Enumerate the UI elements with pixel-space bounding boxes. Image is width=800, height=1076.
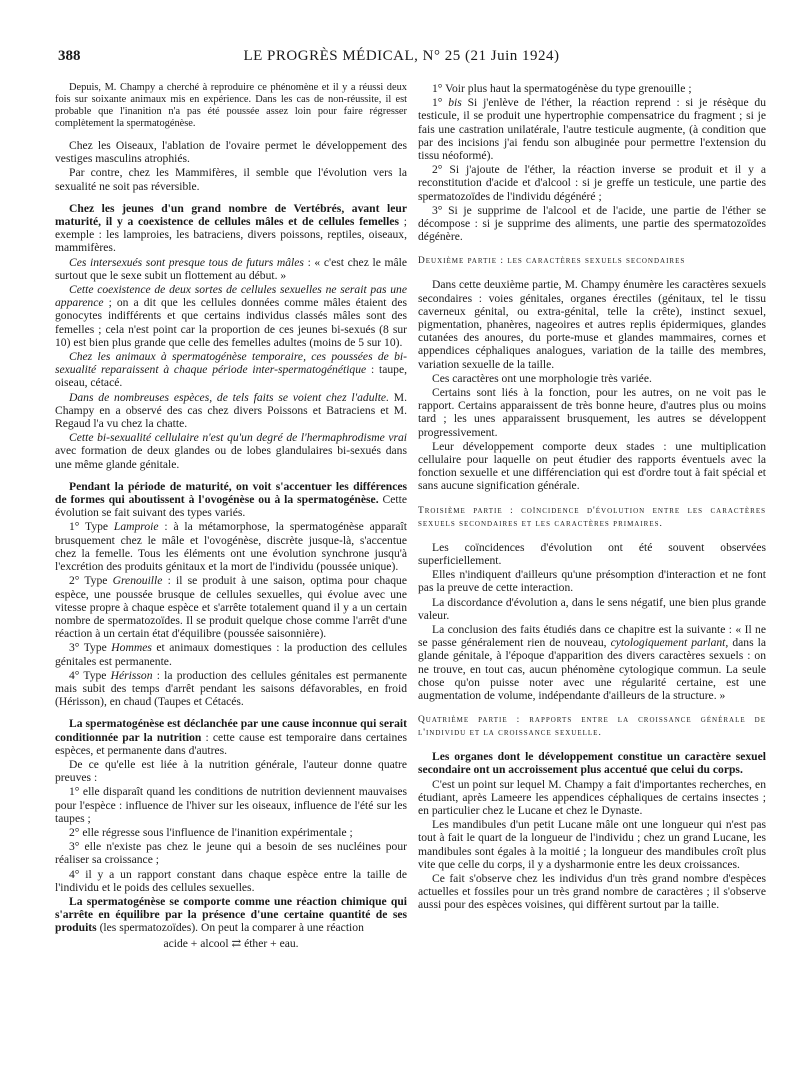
- running-title: LE PROGRÈS MÉDICAL, N° 25 (21 Juin 1924): [243, 48, 560, 64]
- italic-text: Cette coexistence de deux sortes de cellules sexuelles ne serait pas une apparence: [55, 283, 407, 310]
- paragraph: Ces caractères ont une morphologie très variée.: [432, 371, 652, 385]
- text: La conclusion des faits étudiés dans ce chapitre est la suivante : « Il ne se passe généralement rien de nouveau,: [418, 622, 766, 650]
- bold-text: La spermatogénèse est déclanchée par une cause inconnue qui serait conditionnée par la nutrition: [55, 717, 407, 744]
- text: : la production des cellules génitales est permanente mais subit des temps d'arrêt pendant les saisons défavorables, en froid (Hérisson), en chaud (Taupes et Cétacés.: [55, 668, 407, 709]
- bold-text: Chez les jeunes d'un grand nombre de Vertébrés, avant leur maturité, il y a coexistence de cellules mâles et de cellules femelles: [55, 201, 407, 229]
- text: : « c'est chez le mâle surtout que le sexe subit un flottement au début. »: [55, 255, 407, 282]
- paragraph: [55, 895, 407, 935]
- italic-text: Hérisson: [110, 668, 153, 682]
- paragraph: [55, 391, 407, 431]
- text: : taupe, oiseau, cétacé.: [55, 363, 407, 390]
- paragraph: [55, 717, 407, 757]
- section-heading: Deuxième partie : les caractères sexuels secondaires: [418, 256, 686, 267]
- paragraph: Depuis, M. Champy a cherché à reproduire ce phénomène et il y a réussi deux fois sur soixante animaux mis en expérience. Dans les cas de non-réussite, il est probable que l'inanition n'a pas été poussée assez loin pour faire régresser complètement la spermatogénèse.: [55, 82, 407, 129]
- paragraph: Certains sont liés à la fonction, pour les autres, on ne voit pas le rapport. Certains apparaissent de très bonne heure, d'autres plus ou moins tard ; les unes apparaissent brusquement, les autres se développent progressivement.: [418, 386, 766, 439]
- text: M. Champy en a observé des cas chez divers Poissons et Batraciens et M. Regaud l'a vu chez la chatte.: [55, 390, 408, 431]
- paragraph: [55, 350, 407, 390]
- paragraph: [55, 574, 407, 640]
- paragraph: [418, 623, 766, 702]
- paragraph: 2° Si j'ajoute de l'éther, la réaction inverse se produit et il y a reconstitution d'acide et d'alcool : si je greffe un testicule, une partie des spermatozoïdes de l'individu dégénéré ;: [418, 163, 766, 203]
- italic-text: cytologiquement parlant,: [610, 636, 729, 650]
- paragraph: [418, 96, 766, 162]
- italic-text: Dans de nombreuses espèces, de tels faits se voient chez l'adulte.: [69, 390, 389, 404]
- text: Cette évolution se fait suivant des types variés.: [55, 493, 407, 520]
- italic-text: Chez les animaux à spermatogénèse temporaire, ces poussées de bi-sexualité reparaissent à chaque période inter-spermatogénétique: [55, 350, 407, 377]
- bold-text: Pendant la période de maturité, on voit s'accentuer les différences de formes qui aboutissent à l'ovogénèse ou à la spermatogénèse.: [55, 479, 407, 507]
- paragraph: 3° elle n'existe pas chez le jeune qui a besoin de ses nucléines pour réaliser sa croissance ;: [55, 840, 407, 867]
- bold-text: La spermatogénèse se comporte comme une réaction chimique qui s'arrête en équilibre par la présence d'une certaine quantité de ses produits: [55, 894, 407, 935]
- paragraph: Dans cette deuxième partie, M. Champy énumère les caractères sexuels secondaires : voies génitales, organes érectiles (génitaux, tel le tissu caverneux génital, ou extra-génital, telle la crête), instinct sexuel, pigmentation, phanères, nageoires et autres replis épidermiques, glandes cutanées des anoures, du porte-muse et glandes mammaires, cornes et appendices céphaliques analogues, variation de la taille des membres, variation sexuelle de la taille.: [418, 278, 766, 371]
- paragraph: [55, 641, 407, 667]
- text: 2° Type: [69, 574, 113, 588]
- paragraph: Leur développement comporte deux stades : une multiplication cellulaire pour laquelle on peut étudier des rapports éventuels avec la fonction sexuelle et une différenciation qui est d'ordre tout à fait spécial et sans aucune signification générale.: [418, 439, 766, 493]
- paragraph: [55, 480, 407, 520]
- paragraph: [55, 283, 407, 349]
- left-column: [55, 82, 407, 951]
- text: 4° Type: [69, 668, 111, 682]
- page-number: 388: [58, 48, 81, 64]
- paragraph: 2° elle régresse sous l'influence de l'inanition expérimentale ;: [69, 825, 353, 839]
- paragraph: 3° Si je supprime de l'alcool et de l'acide, une partie de l'éther se décompose : si je supprime des aliments, une partie des spermatozoïdes dégénère.: [418, 203, 766, 244]
- italic-text: Hommes: [111, 641, 152, 655]
- chemical-equation: acide + alcool ⇄ éther + eau.: [163, 936, 299, 950]
- paragraph: [55, 669, 407, 709]
- text: (les spermatozoïdes). On peut la comparer à une réaction: [96, 921, 364, 935]
- italic-text: Cette bi-sexualité cellulaire n'est qu'un degré de l'hermaphrodisme vrai: [69, 431, 407, 445]
- text: : il se produit à une saison, optima pour chaque espèce, une poussée brusque de cellules sexuelles, qui évolue avec une vitesse propre à chaque espèce et s'arrête totalement quand il y a un certain nombre de spermatozoïdes. Il se produit quelque chose comme l'arrêt d'une réaction à un certain état d'équilibre (poussée saisonnière).: [55, 574, 407, 641]
- paragraph: Ce fait s'observe chez les individus d'un très grand nombre d'espèces actuelles et fossiles pour un très grand nombre de caractères ; il s'observe aussi pour des espèces voisines, qui diffèrent surtout par la taille.: [418, 871, 766, 912]
- paragraph: [55, 256, 407, 282]
- italic-text: bis: [448, 96, 462, 110]
- paragraph: Les mandibules d'un petit Lucane mâle ont une longueur qui n'est pas tout à fait le quart de la longueur de l'individu ; chez un grand Lucane, les mandibules sont égales à la moitié ; la longueur des mandibules croît plus vite que celle du corps, il y a dysharmonie entre les deux croissances.: [418, 818, 766, 871]
- paragraph: [55, 431, 407, 471]
- italic-text: Grenouille: [112, 574, 163, 588]
- paragraph: Par contre, chez les Mammifères, il semble que l'évolution vers la sexualité ne soit pas réversible.: [55, 166, 407, 193]
- text: dans la glande génitale, à l'époque d'apparition des divers caractères sexuels : on ne trouve, en tout cas, aucun phénomène cytologique commun. La seule chose qu'on puisse noter avec une régularité certaine, est une augmentation de volume, indépendante d'ailleurs de la structure. »: [418, 636, 766, 702]
- text: Si j'enlève de l'éther, la réaction reprend : si je résèque du testicule, il se produit une hypertrophie compensatrice du fragment ; si je fais une castration unilatérale, l'autre testicule augmente, (à condition que par des incisions j'ai fendu son albuginée pour permettre l'extension du tissu néoformé).: [418, 96, 766, 163]
- right-column: [418, 82, 766, 913]
- paragraph: 1° Voir plus haut la spermatogénèse du type grenouille ;: [432, 82, 692, 95]
- italic-text: Ces intersexués sont presque tous de futurs mâles: [69, 255, 304, 269]
- paragraph: De ce qu'elle est liée à la nutrition générale, l'auteur donne quatre preuves :: [55, 757, 407, 785]
- paragraph: [55, 520, 407, 573]
- text: 3° Type: [69, 641, 112, 655]
- text: 1°: [432, 96, 449, 110]
- paragraph: Elles n'indiquent d'ailleurs qu'une présomption d'interaction et ne font pas la preuve de cette interaction.: [418, 568, 766, 595]
- section-heading: Quatrième partie : rapports entre la croissance générale de l'individu et la croissance sexuelle.: [418, 715, 766, 739]
- text: ; exemple : les lamproies, les batraciens, divers poissons, reptiles, oiseaux, mammifères.: [55, 215, 407, 255]
- paragraph: C'est un point sur lequel M. Champy a fait d'importantes recherches, en étudiant, après Lameere les appendices céphaliques de certains insectes ; en particulier chez le Lucane et chez le Dynaste.: [418, 777, 766, 817]
- page-header: [58, 48, 745, 68]
- text: 1° Type: [69, 520, 114, 534]
- text: et animaux domestiques : la production des cellules génitales est permanente.: [55, 641, 407, 668]
- text: : à la métamorphose, la spermatogénèse apparaît brusquement chez le mâle et l'ovogénèse, discrète jusque-là, s'accentue chez la femelle. Tous les éléments ont une évolution synchrone jusqu'à l'excrétion des produits génitaux et la mort de l'individu (poussée unique).: [55, 520, 407, 574]
- paragraph: La discordance d'évolution a, dans le sens négatif, une bien plus grande valeur.: [418, 595, 766, 622]
- text: ; on a dit que les cellules données comme mâles étaient des gonocytes indifférents et que certains individus classés mâles sont des femelles ; cela n'est point car la proportion de ces jeunes bi-sexués (8 sur 10) est bien plus grande que celle des femelles adultes (moins de 5 sur 10).: [55, 296, 407, 349]
- paragraph: Les organes dont le développement constitue un caractère sexuel secondaire ont un accroissement plus accentué que celui du corps.: [418, 750, 766, 777]
- paragraph: 1° elle disparaît quand les conditions de nutrition deviennent mauvaises pour l'espèce : influence de l'hiver sur les oiseaux, influence de l'été sur les taupes ;: [55, 785, 407, 825]
- italic-text: Lamproie: [113, 520, 159, 534]
- paragraph: [55, 202, 407, 255]
- section-heading: Troisième partie : coïncidence d'évolution entre les caractères sexuels secondaires et les caractères primaires.: [418, 505, 766, 529]
- text: : cette cause est temporaire dans certaines espèces, et permanente dans d'autres.: [55, 730, 407, 757]
- paragraph: Les coïncidences d'évolution ont été souvent observées superficiellement.: [418, 540, 766, 567]
- paragraph: 4° il y a un rapport constant dans chaque espèce entre la taille de l'individu et le poids des cellules sexuelles.: [55, 867, 407, 894]
- paragraph: Chez les Oiseaux, l'ablation de l'ovaire permet le développement des vestiges masculins atrophiés.: [55, 139, 407, 166]
- text: avec formation de deux glandes ou de lobes glandulaires bi-sexués dans une même glande génitale.: [55, 444, 407, 471]
